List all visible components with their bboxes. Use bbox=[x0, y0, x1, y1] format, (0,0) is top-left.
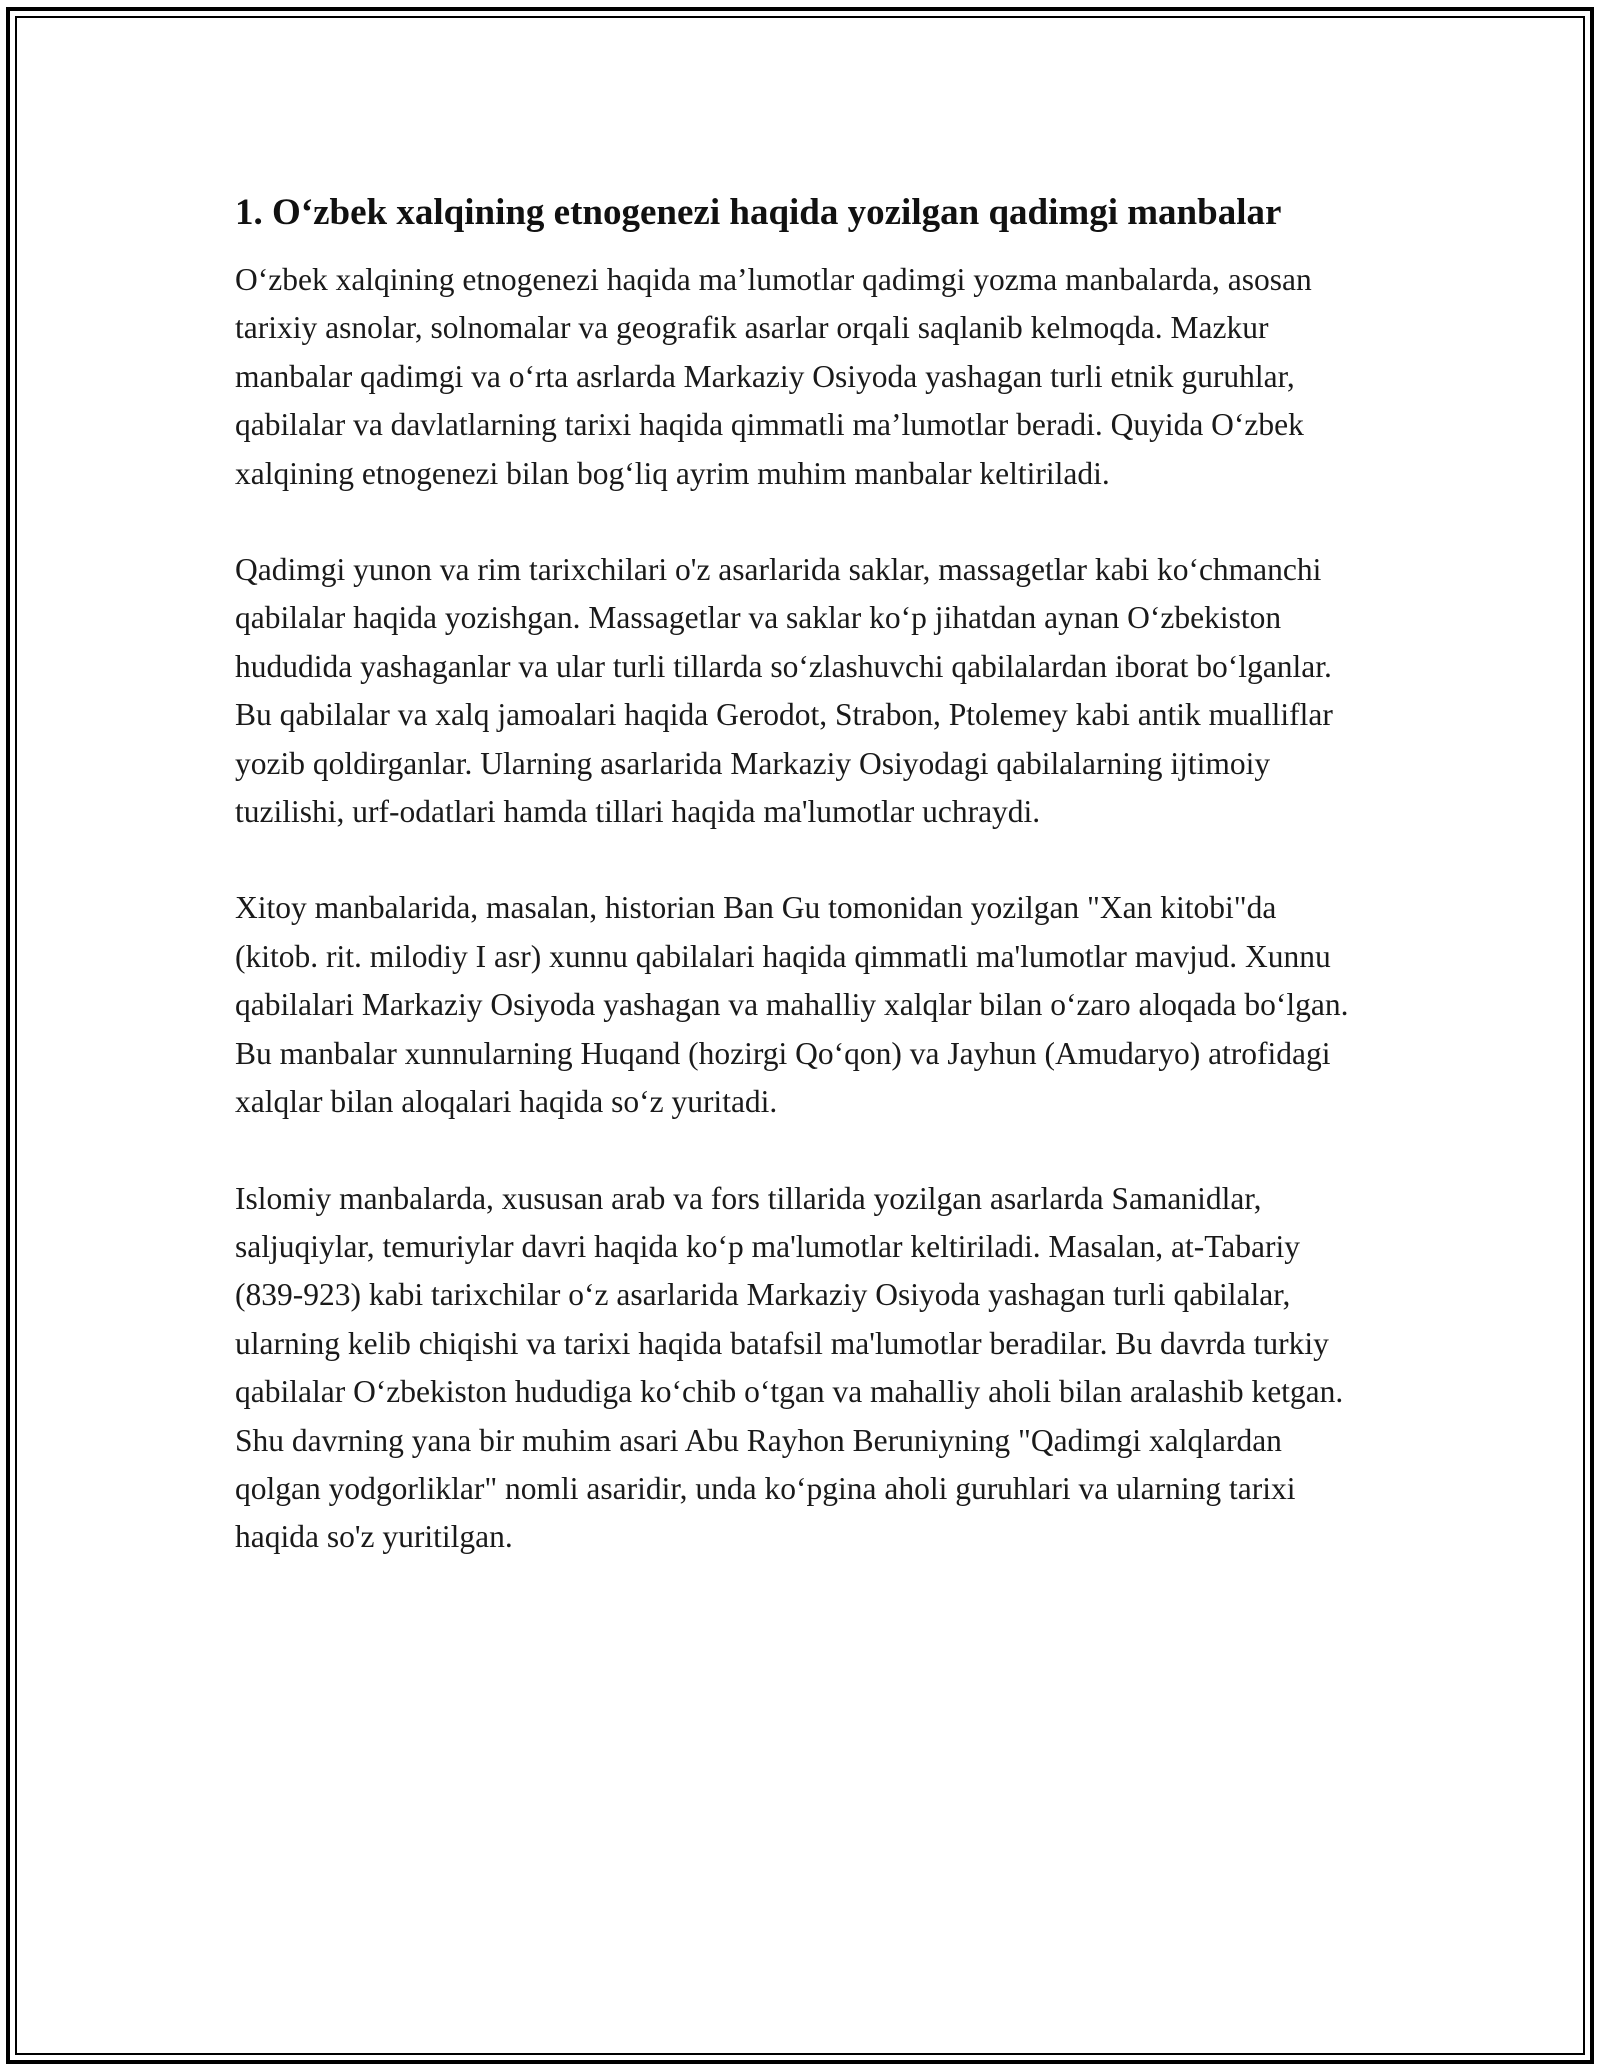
paragraph-greek-roman-sources: Qadimgi yunon va rim tarixchilari o'z asarlarida saklar, massagetlar kabi ko‘chmanchi qabilalar haqida yozishgan. Massagetlar va saklar ko‘p jihatdan aynan O‘zbekiston hududida yashaganlar va ular turli tillarda so‘zlashuvchi qabilalardan iborat bo‘lganlar. Bu qabilalar va xalq jamoalari haqida Gerodot, Strabon, Ptolemey kabi antik mualliflar yozib qoldirganlar. Ularning asarlarida Markaziy Osiyodagi qabilalarning ijtimoiy tuzilishi, urf-odatlari hamda tillari haqida ma'lumotlar uchraydi. bbox=[235, 552, 1333, 830]
paragraph-intro: O‘zbek xalqining etnogenezi haqida ma’lumotlar qadimgi yozma manbalarda, asosan tarixiy asnolar, solnomalar va geografik asarlar orqali saqlanib kelmoqda. Mazkur manbalar qadimgi va o‘rta asrlarda Markaziy Osiyoda yashagan turli etnik guruhlar, qabilalar va davlatlarning tarixi haqida qimmatli ma’lumotlar beradi. Quyida O‘zbek xalqining etnogenezi bilan bog‘liq ayrim muhim manbalar keltiriladi. bbox=[235, 262, 1312, 491]
paragraph-chinese-sources: Xitoy manbalarida, masalan, historian Ban Gu tomonidan yozilgan "Xan kitobi"da (kitob. rit. milodiy I asr) xunnu qabilalari haqida qimmatli ma'lumotlar mavjud. Xunnu qabilalari Markaziy Osiyoda yashagan va mahalliy xalqlar bilan o‘zaro aloqada bo‘lgan. Bu manbalar xunnularning Huqand (hozirgi Qo‘qon) va Jayhun (Amudaryo) atrofidagi xalqlar bilan aloqalari haqida so‘z yuritadi. bbox=[235, 890, 1349, 1120]
document-body bbox=[235, 186, 1365, 1562]
section-heading: 1. O‘zbek xalqining etnogenezi haqida yozilgan qadimgi manbalar bbox=[235, 192, 1282, 233]
paragraph-islamic-sources: Islomiy manbalarda, xususan arab va fors tillarida yozilgan asarlarda Samanidlar, saljuqiylar, temuriylar davri haqida ko‘p ma'lumotlar keltiriladi. Masalan, at-Tabariy (839-923) kabi tarixchilar o‘z asarlarida Markaziy Osiyoda yashagan turli qabilalar, ularning kelib chiqishi va tarixi haqida batafsil ma'lumotlar beradilar. Bu davrda turkiy qabilalar O‘zbekiston hududiga ko‘chib o‘tgan va mahalliy aholi bilan aralashib ketgan. Shu davrning yana bir muhim asari Abu Rayhon Beruniyning "Qadimgi xalqlardan qolgan yodgorliklar" nomli asaridir, unda ko‘pgina aholi guruhlari va ularning tarixi haqida so'z yuritilgan. bbox=[235, 1180, 1344, 1555]
